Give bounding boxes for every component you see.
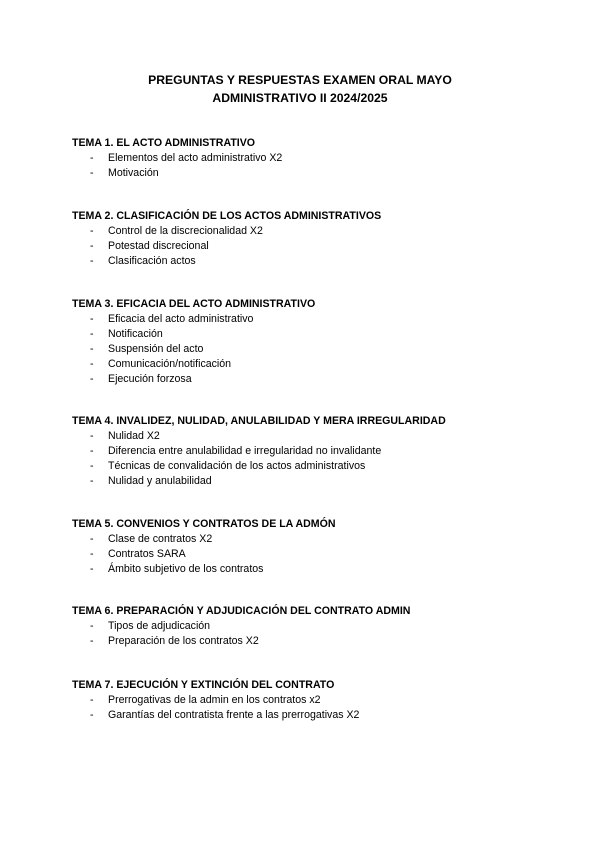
tema-section-4 — [72, 414, 552, 489]
tema-section-6 — [72, 604, 552, 649]
list-item-text: Garantías del contratista frente a las prerrogativas X2 — [108, 709, 360, 721]
list-item — [72, 547, 552, 562]
list-item-text: Ámbito subjetivo de los contratos — [108, 563, 264, 575]
tema-item-list — [72, 151, 552, 181]
list-item-text: Notificación — [108, 328, 163, 340]
tema-item-list — [72, 693, 552, 723]
tema-section-7 — [72, 678, 552, 723]
tema-heading: TEMA 1. EL ACTO ADMINISTRATIVO — [72, 137, 256, 149]
tema-section-3 — [72, 297, 552, 387]
dash-bullet: - — [90, 563, 94, 575]
tema-item-list — [72, 532, 552, 577]
list-item-text: Contratos SARA — [108, 548, 186, 560]
list-item — [72, 327, 552, 342]
list-item — [72, 239, 552, 254]
list-item — [72, 224, 552, 239]
tema-heading: TEMA 4. INVALIDEZ, NULIDAD, ANULABILIDAD Y MERA IRREGULARIDAD — [72, 415, 446, 427]
list-item — [72, 151, 552, 166]
list-item-text: Nulidad X2 — [108, 430, 160, 442]
list-item-text: Tipos de adjudicación — [108, 620, 211, 632]
list-item-text: Clasificación actos — [108, 255, 196, 267]
title-line-1: PREGUNTAS Y RESPUESTAS EXAMEN ORAL MAYO — [148, 73, 452, 87]
dash-bullet: - — [90, 328, 94, 340]
list-item — [72, 634, 552, 649]
list-item-text: Clase de contratos X2 — [108, 533, 213, 545]
list-item-text: Control de la discrecionalidad X2 — [108, 225, 263, 237]
dash-bullet: - — [90, 255, 94, 267]
list-item — [72, 562, 552, 577]
dash-bullet: - — [90, 445, 94, 457]
tema-heading: TEMA 2. CLASIFICACIÓN DE LOS ACTOS ADMINISTRATIVOS — [72, 210, 382, 222]
title-line-2: ADMINISTRATIVO II 2024/2025 — [212, 91, 388, 105]
dash-bullet: - — [90, 430, 94, 442]
dash-bullet: - — [90, 240, 94, 252]
dash-bullet: - — [90, 313, 94, 325]
dash-bullet: - — [90, 533, 94, 545]
dash-bullet: - — [90, 343, 94, 355]
list-item — [72, 254, 552, 269]
tema-item-list — [72, 429, 552, 489]
list-item-text: Motivación — [108, 167, 159, 179]
list-item-text: Ejecución forzosa — [108, 373, 192, 385]
list-item — [72, 444, 552, 459]
tema-heading: TEMA 5. CONVENIOS Y CONTRATOS DE LA ADMÓN — [72, 518, 336, 530]
dash-bullet: - — [90, 709, 94, 721]
list-item — [72, 619, 552, 634]
list-item — [72, 474, 552, 489]
list-item — [72, 693, 552, 708]
list-item — [72, 459, 552, 474]
tema-item-list — [72, 224, 552, 269]
dash-bullet: - — [90, 475, 94, 487]
tema-item-list — [72, 312, 552, 387]
list-item — [72, 357, 552, 372]
document-title — [0, 71, 600, 107]
list-item — [72, 532, 552, 547]
dash-bullet: - — [90, 373, 94, 385]
dash-bullet: - — [90, 225, 94, 237]
tema-heading: TEMA 3. EFICACIA DEL ACTO ADMINISTRATIVO — [72, 298, 316, 310]
list-item — [72, 429, 552, 444]
list-item — [72, 342, 552, 357]
list-item-text: Diferencia entre anulabilidad e irregularidad no invalidante — [108, 445, 382, 457]
dash-bullet: - — [90, 152, 94, 164]
list-item-text: Suspensión del acto — [108, 343, 204, 355]
list-item-text: Preparación de los contratos X2 — [108, 635, 259, 647]
tema-section-5 — [72, 517, 552, 577]
dash-bullet: - — [90, 620, 94, 632]
list-item — [72, 166, 552, 181]
list-item-text: Técnicas de convalidación de los actos administrativos — [108, 460, 366, 472]
list-item — [72, 372, 552, 387]
dash-bullet: - — [90, 548, 94, 560]
list-item-text: Elementos del acto administrativo X2 — [108, 152, 283, 164]
dash-bullet: - — [90, 167, 94, 179]
list-item-text: Nulidad y anulabilidad — [108, 475, 212, 487]
dash-bullet: - — [90, 694, 94, 706]
tema-item-list — [72, 619, 552, 649]
tema-section-1 — [72, 136, 552, 181]
list-item-text: Eficacia del acto administrativo — [108, 313, 254, 325]
tema-heading: TEMA 7. EJECUCIÓN Y EXTINCIÓN DEL CONTRATO — [72, 679, 335, 691]
dash-bullet: - — [90, 635, 94, 647]
list-item-text: Potestad discrecional — [108, 240, 209, 252]
list-item-text: Comunicación/notificación — [108, 358, 232, 370]
list-item — [72, 708, 552, 723]
dash-bullet: - — [90, 358, 94, 370]
list-item-text: Prerrogativas de la admin en los contratos x2 — [108, 694, 321, 706]
tema-heading: TEMA 6. PREPARACIÓN Y ADJUDICACIÓN DEL CONTRATO ADMIN — [72, 605, 411, 617]
list-item — [72, 312, 552, 327]
dash-bullet: - — [90, 460, 94, 472]
tema-section-2 — [72, 209, 552, 269]
